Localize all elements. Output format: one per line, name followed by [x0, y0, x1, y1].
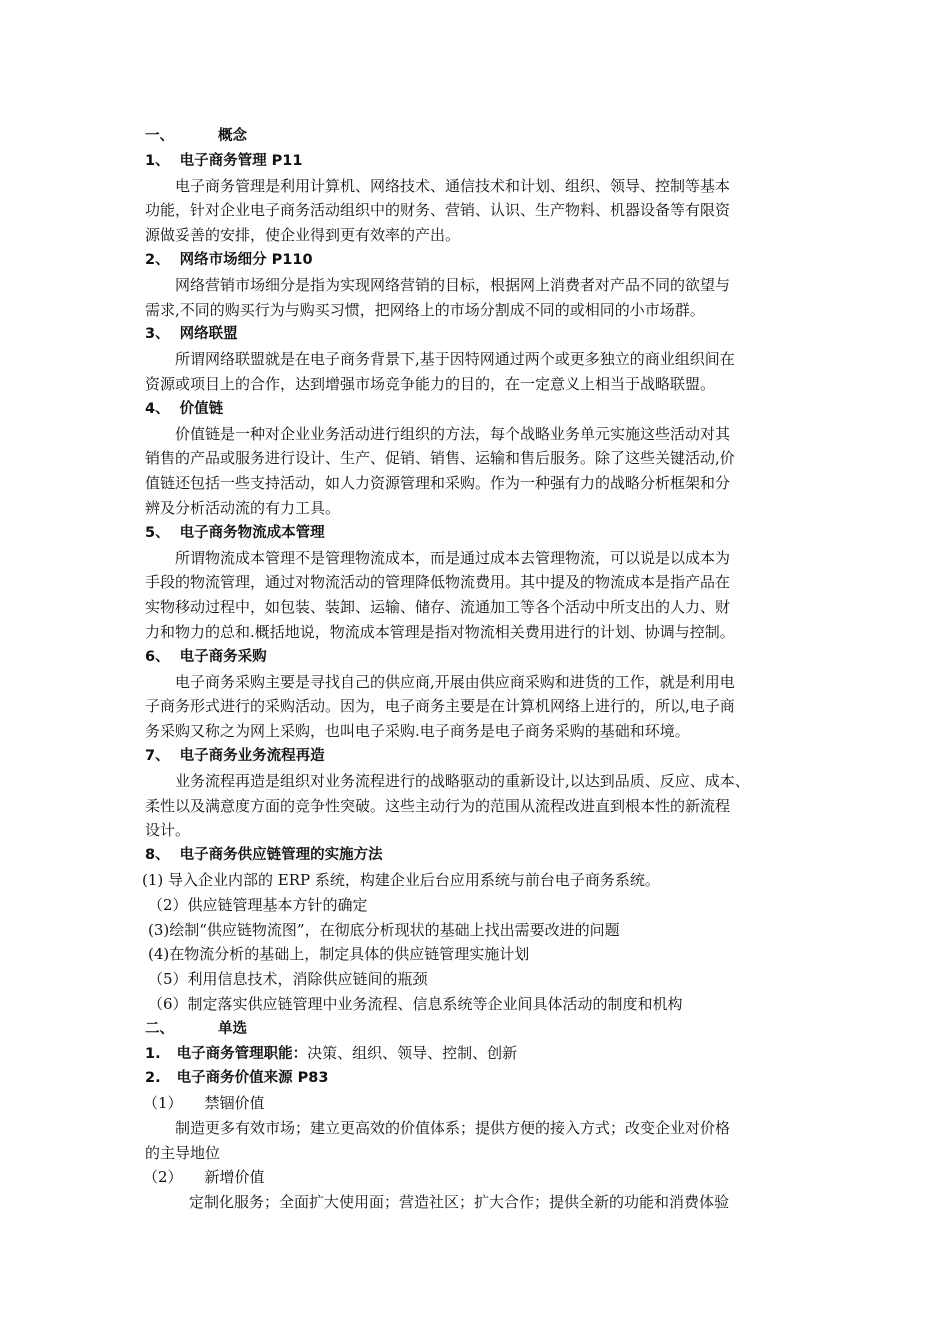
item-number: 5、 [145, 524, 170, 541]
question-title: 电子商务价值来源 P83 [176, 1070, 329, 1087]
sub-title: 新增价值 [204, 1168, 265, 1187]
item-title: 电子商务管理 P11 [179, 152, 303, 169]
item-number: 7、 [145, 747, 170, 764]
section-heading-single-choice [145, 1017, 813, 1042]
list-item: （2）供应链管理基本方针的确定 [148, 895, 368, 914]
document-body [142, 124, 813, 1215]
item-heading [145, 521, 813, 546]
item-heading [145, 645, 813, 670]
list-item: (3)绘制“供应链物流图”，在彻底分析现状的基础上找出需要改进的问题 [148, 920, 620, 939]
item-number: 4、 [145, 400, 170, 417]
question-number: 2. [145, 1070, 161, 1087]
paragraph-line: 柔性以及满意度方面的竞争性突破。这些主动行为的范围从流程改进直到根本性的新流程 [145, 796, 731, 815]
question-1 [145, 1041, 813, 1066]
paragraph-line: 功能，针对企业电子商务活动组织中的财务、营销、认识、生产物料、机器设备等有限资 [145, 201, 731, 220]
paragraph-line: 销售的产品或服务进行设计、生产、促销、销售、运输和售后服务。除了这些关键活动,价 [145, 449, 735, 468]
paragraph-line: 所谓网络联盟就是在电子商务背景下,基于因特网通过两个或更多独立的商业组织间在 [175, 350, 735, 369]
item-number: 3、 [145, 326, 170, 343]
question-number: 1. [145, 1046, 161, 1063]
paragraph-line: 定制化服务；全面扩大使用面；营造社区；扩大合作；提供全新的功能和消费体验 [189, 1193, 730, 1212]
list-item: (4)在物流分析的基础上，制定具体的供应链管理实施计划 [148, 945, 530, 964]
item-number: 8、 [145, 847, 170, 864]
paragraph-line: 子商务形式进行的采购活动。因为，电子商务主要是在计算机网络上进行的，所以,电子商 [145, 697, 735, 716]
item-title: 电子商务采购 [179, 648, 267, 665]
paragraph-line: 业务流程再造是组织对业务流程进行的战略驱动的重新设计,以达到品质、反应、成本、 [175, 771, 750, 790]
paragraph-line: 资源或项目上的合作，达到增强市场竞争能力的目的，在一定意义上相当于战略联盟。 [145, 374, 716, 393]
section-title: 概念 [218, 128, 247, 144]
sub-title: 禁锢价值 [204, 1094, 265, 1113]
list-item: （5）利用信息技术，消除供应链间的瓶颈 [148, 970, 428, 989]
sub-heading [143, 1165, 813, 1190]
item-heading [145, 322, 813, 347]
section-number: 二、 [145, 1020, 174, 1037]
item-number: 6、 [145, 648, 170, 665]
section-number: 一、 [145, 128, 174, 144]
item-heading [145, 744, 813, 769]
item-heading [145, 149, 813, 174]
item-heading [145, 843, 813, 868]
sub-number: （1） [143, 1094, 183, 1113]
list-item: (1) 导入企业内部的 ERP 系统，构建企业后台应用系统与前台电子商务系统。 [142, 870, 660, 889]
list-item: （6）制定落实供应链管理中业务流程、信息系统等企业间具体活动的制度和机构 [148, 994, 683, 1013]
paragraph-line: 电子商务采购主要是寻找自己的供应商,开展由供应商采购和进货的工作，就是利用电 [175, 672, 735, 691]
paragraph-line: 的主导地位 [145, 1143, 221, 1162]
paragraph-line: 设计。 [145, 821, 191, 840]
paragraph-line: 辨及分析活动流的有力工具。 [145, 498, 341, 517]
question-label: 电子商务管理职能： [176, 1046, 308, 1063]
question-answer: 决策、组织、领导、控制、创新 [307, 1044, 518, 1063]
paragraph-line: 实物移动过程中，如包装、装卸、运输、储存、流通加工等各个活动中所支出的人力、财 [145, 598, 731, 617]
item-title: 网络市场细分 P110 [179, 251, 313, 268]
sub-heading [143, 1091, 813, 1116]
item-heading [145, 397, 813, 422]
item-title: 价值链 [179, 400, 224, 417]
section-heading-concepts [145, 124, 813, 149]
paragraph-line: 所谓物流成本管理不是管理物流成本，而是通过成本去管理物流，可以说是以成本为 [175, 548, 731, 567]
item-title: 电子商务供应链管理的实施方法 [179, 847, 383, 864]
paragraph-line: 务采购又称之为网上采购，也叫电子采购.电子商务是电子商务采购的基础和环境。 [145, 722, 690, 741]
paragraph-line: 制造更多有效市场；建立更高效的价值体系；提供方便的接入方式；改变企业对价格 [175, 1118, 731, 1137]
paragraph-line: 源做妥善的安排，使企业得到更有效率的产出。 [145, 226, 461, 245]
item-title: 网络联盟 [179, 326, 238, 343]
paragraph-line: 电子商务管理是利用计算机、网络技术、通信技术和计划、组织、领导、控制等基本 [175, 176, 731, 195]
paragraph-line: 值链还包括一些支持活动，如人力资源管理和采购。作为一种强有力的战略分析框架和分 [145, 474, 731, 493]
question-2-heading [145, 1066, 813, 1091]
item-number: 1、 [145, 152, 170, 169]
paragraph-line: 价值链是一种对企业业务活动进行组织的方法，每个战略业务单元实施这些活动对其 [175, 424, 731, 443]
item-title: 电子商务业务流程再造 [179, 747, 325, 764]
item-number: 2、 [145, 251, 170, 268]
paragraph-line: 网络营销市场细分是指为实现网络营销的目标，根据网上消费者对产品不同的欲望与 [175, 275, 731, 294]
item-title: 电子商务物流成本管理 [179, 524, 325, 541]
section-title: 单选 [218, 1020, 247, 1037]
paragraph-line: 手段的物流管理，通过对物流活动的管理降低物流费用。其中提及的物流成本是指产品在 [145, 573, 731, 592]
paragraph-line: 需求,不同的购买行为与购买习惯，把网络上的市场分割成不同的或相同的小市场群。 [145, 300, 705, 319]
paragraph-line: 力和物力的总和.概括地说，物流成本管理是指对物流相关费用进行的计划、协调与控制。 [145, 622, 735, 641]
item-heading [145, 248, 813, 273]
sub-number: （2） [143, 1168, 183, 1187]
